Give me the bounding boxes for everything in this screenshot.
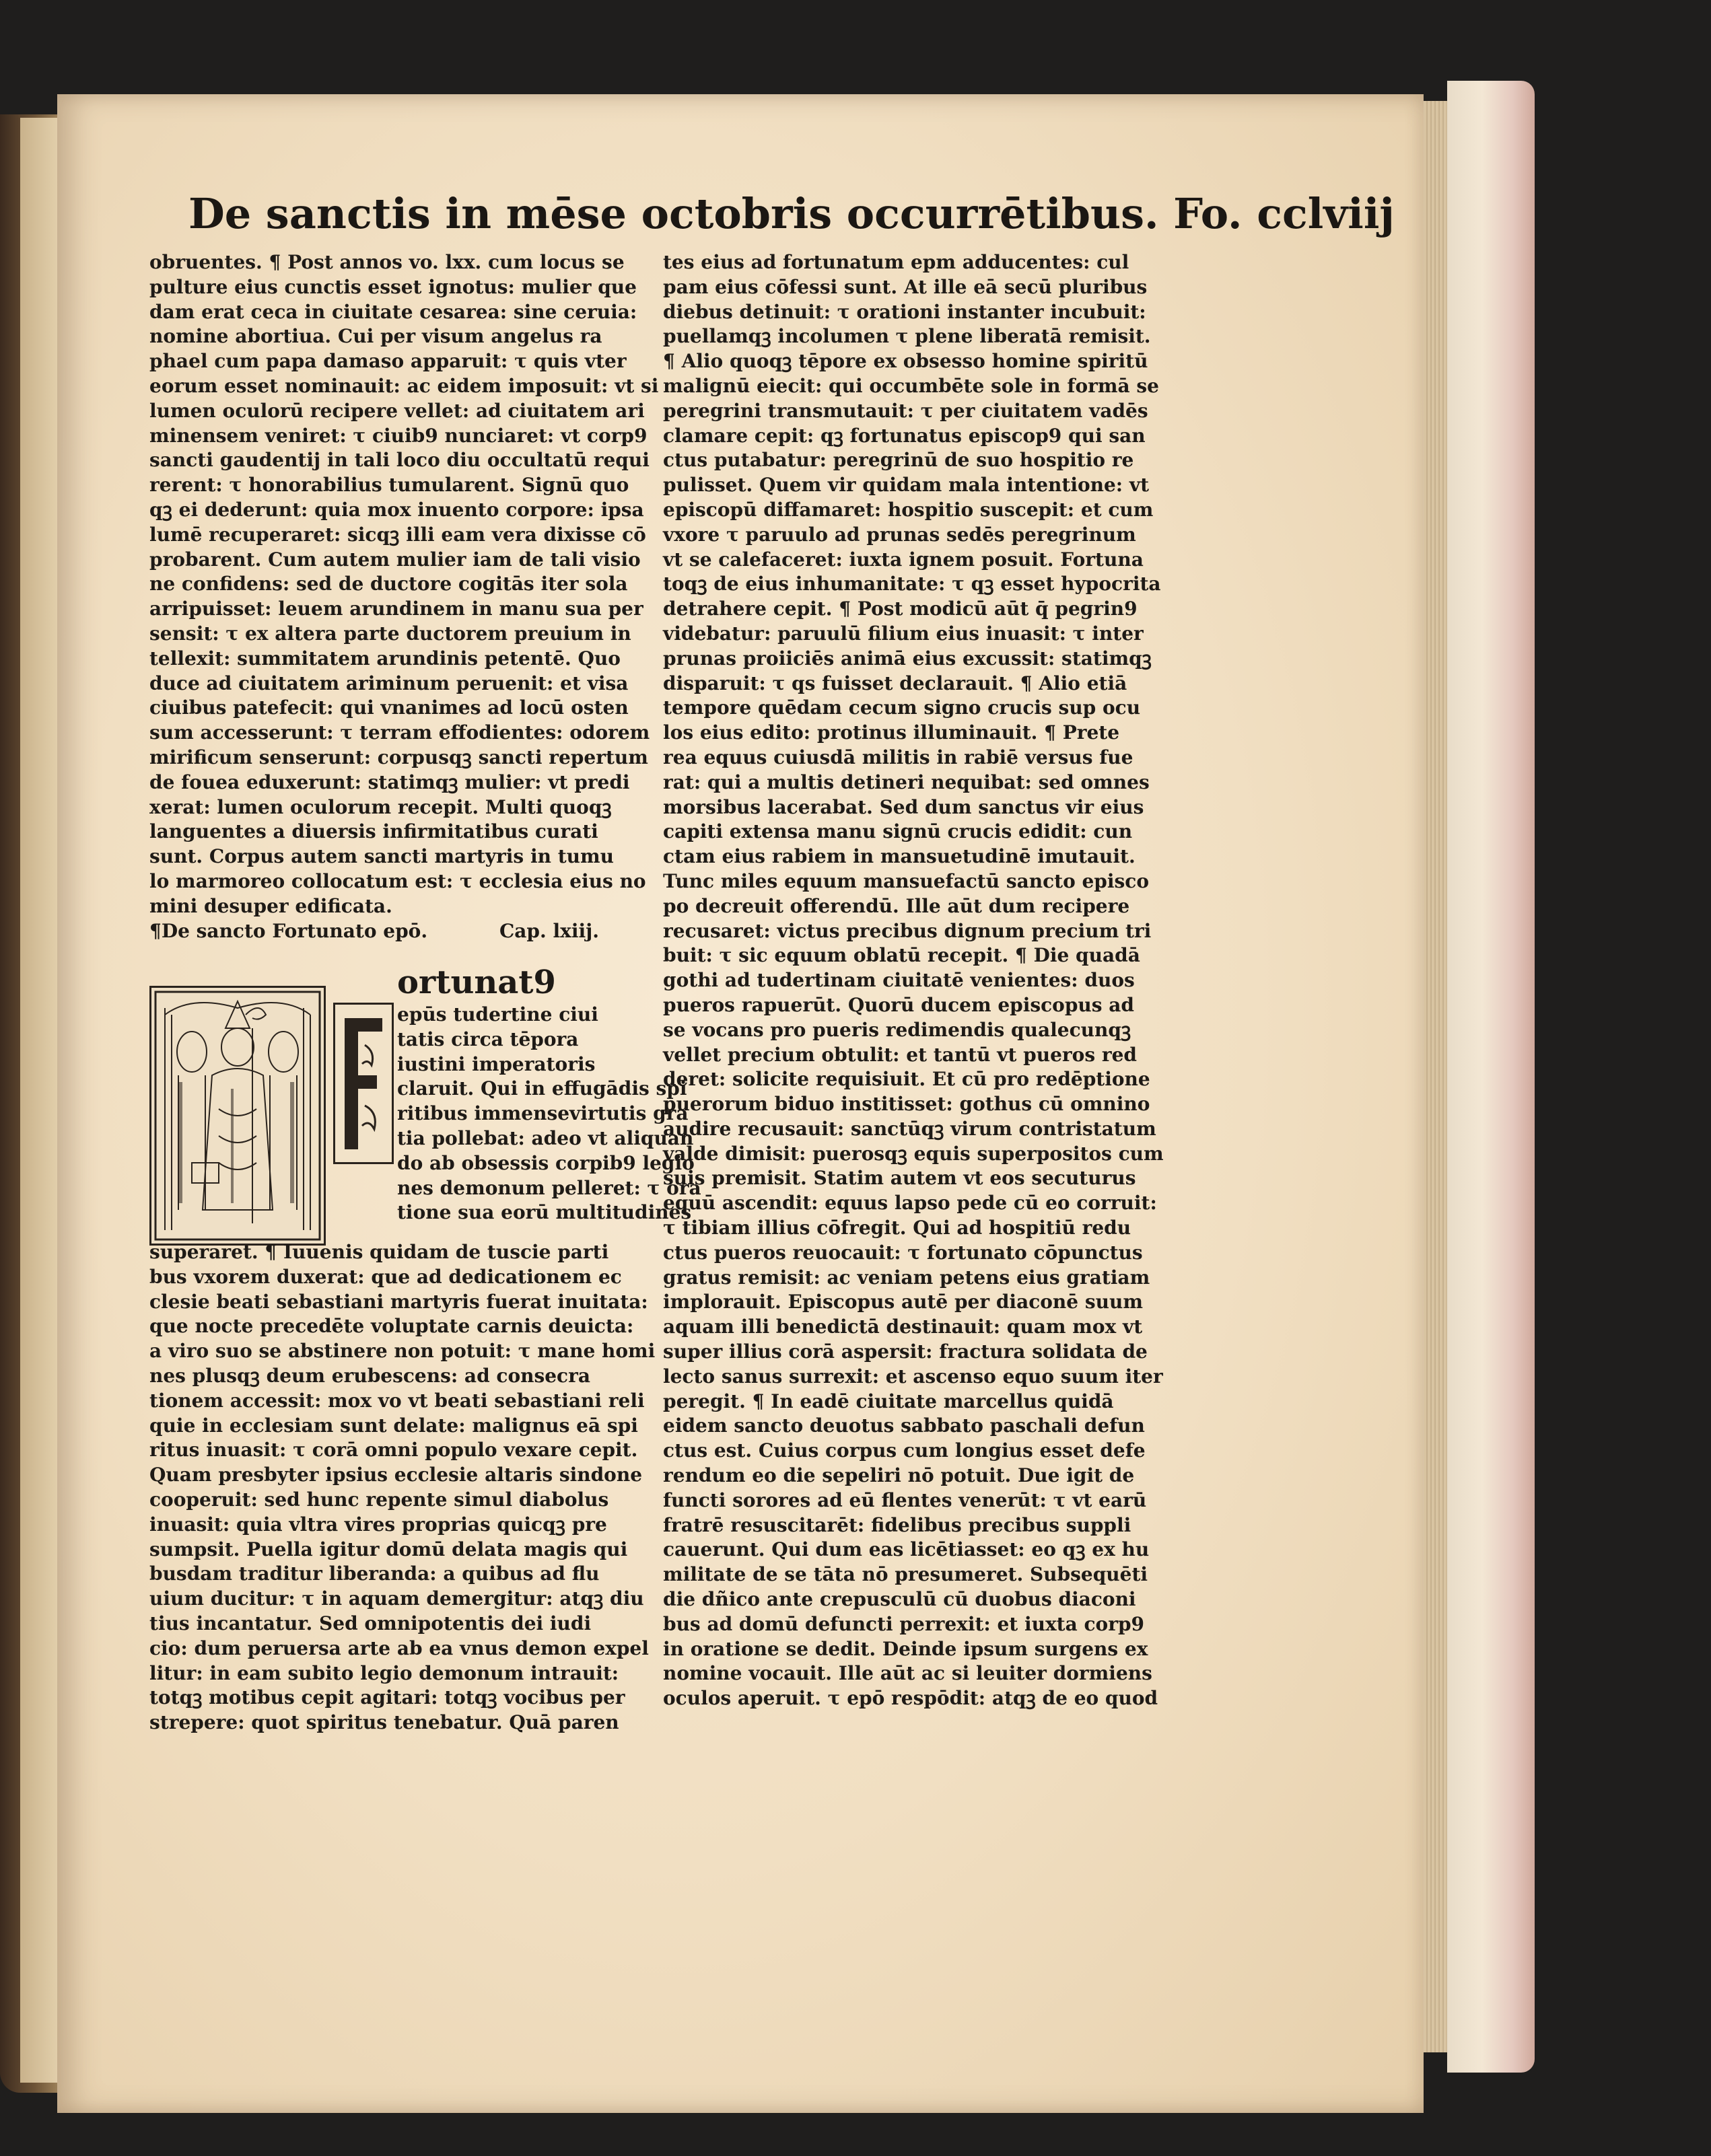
- text-line: obruentes. ¶ Post annos vo. lxx. cum locus se: [149, 251, 625, 273]
- text-line: gothi ad tudertinam ciuitatē venientes: duos: [663, 969, 1135, 992]
- text-line: phael cum papa damaso apparuit: τ quis vter: [149, 350, 627, 373]
- text-line: los eius edito: protinus illuminauit. ¶ Prete: [663, 721, 1120, 744]
- text-line: rendum eo die sepeliri nō potuit. Due igit de: [663, 1464, 1135, 1487]
- text-line: pulisset. Quem vir quidam mala intentione: vt: [663, 474, 1150, 497]
- text-line: sensit: τ ex altera parte ductorem preuium in: [149, 622, 631, 645]
- text-line: die dñico ante crepusculū cū duobus diaconi: [663, 1588, 1136, 1611]
- text-line: cauerunt. Qui dum eas licētiasset: eo qꝫ ex hu: [663, 1538, 1150, 1561]
- text-line: strepere: quot spiritus tenebatur. Quā paren: [149, 1711, 619, 1734]
- text-line: ctus est. Cuius corpus cum longius esset defe: [663, 1439, 1146, 1462]
- text-line: tione sua eorū multitudines: [397, 1201, 692, 1224]
- text-line: quie in ecclesiam sunt delate: malignus eā spi: [149, 1414, 638, 1437]
- text-line: que nocte precedēte voluptate carnis deuicta:: [149, 1315, 634, 1338]
- initial-letter-f: [333, 1003, 394, 1164]
- text-line: peregit. ¶ In eadē ciuitate marcellus quidā: [663, 1390, 1114, 1412]
- text-line: recusaret: victus precibus dignum precium tri: [663, 919, 1152, 942]
- text-line: ritus inuasit: τ corā omni populo vexare cepit.: [149, 1439, 638, 1462]
- woodcut-illustration: [149, 986, 326, 1246]
- chapter-title: ¶De sancto Fortunato epō.: [149, 919, 428, 942]
- text-line: pueros rapuerūt. Quorū ducem episcopus ad: [663, 993, 1135, 1016]
- text-line: peregrini transmutauit: τ per ciuitatem vadēs: [663, 399, 1148, 422]
- text-line: puellamqꝫ incolumen τ plene liberatā remisit.: [663, 325, 1151, 348]
- text-line: sumpsit. Puella igitur domū delata magis qui: [149, 1538, 628, 1560]
- text-line: diebus detinuit: τ orationi instanter incubuit:: [663, 300, 1146, 323]
- text-line: xerat: lumen oculorum recepit. Multi quoqꝫ: [149, 795, 612, 818]
- text-line: pulture eius cunctis esset ignotus: mulier que: [149, 275, 637, 298]
- text-line: tes eius ad fortunatum epm adducentes: cul: [663, 251, 1129, 273]
- text-line: nes demonum pelleret: τ ora: [397, 1176, 701, 1199]
- text-line: prunas proiiciēs animā eius excussit: statimqꝫ: [663, 647, 1152, 670]
- text-line: clamare cepit: qꝫ fortunatus episcop9 qui san: [663, 424, 1146, 447]
- text-line: inuasit: quia vltra vires proprias quicqꝫ pre: [149, 1513, 607, 1536]
- text-line: arripuisset: leuem arundinem in manu sua per: [149, 598, 643, 620]
- text-line: super illius corā aspersit: fractura solidata de: [663, 1340, 1148, 1363]
- text-line: de fouea eduxerunt: statimqꝫ mulier: vt predi: [149, 770, 630, 793]
- text-line: vellet precium obtulit: et tantū vt pueros red: [663, 1043, 1138, 1066]
- text-line: ciuibus patefecit: qui vnanimes ad locū osten: [149, 696, 629, 719]
- text-line: detrahere cepit. ¶ Post modicū aūt q̄ pegrin9: [663, 598, 1138, 620]
- text-line: videbatur: paruulū filium eius inuasit: τ inter: [663, 622, 1144, 645]
- text-line: lumen oculorū recipere vellet: ad ciuitatem ari: [149, 399, 645, 422]
- initial-heading: ortunat9: [397, 964, 556, 1001]
- text-line: ¶ Alio quoqꝫ tēpore ex obsesso homine spiritū: [663, 350, 1148, 373]
- text-line: qꝫ ei dederunt: quia mox inuento corpore: ipsa: [149, 498, 644, 521]
- text-line: bus ad domū defuncti perrexit: et iuxta corp9: [663, 1612, 1145, 1635]
- running-head: De sanctis in mēse octobris occurrētibus. Fo. cclviij: [188, 189, 1395, 238]
- text-line: probarent. Cum autem mulier iam de tali visio: [149, 548, 641, 571]
- text-line: nes plusqꝫ deum erubescens: ad consecra: [149, 1364, 590, 1387]
- text-line: toqꝫ de eius inhumanitate: τ qꝫ esset hypocrita: [663, 573, 1161, 596]
- text-line: ritibus immensevirtutis gra: [397, 1102, 689, 1125]
- text-line: litur: in eam subito legio demonum intrauit:: [149, 1661, 619, 1684]
- text-line: tia pollebat: adeo vt aliquan: [397, 1126, 694, 1149]
- text-line: ctus pueros reuocauit: τ fortunato cōpunctus: [663, 1241, 1143, 1264]
- text-line: tius incantatur. Sed omnipotentis dei iudi: [149, 1612, 592, 1634]
- text-line: lecto sanus surrexit: et ascenso equo suum iter: [663, 1365, 1163, 1388]
- text-line: mini desuper edificata.: [149, 894, 392, 917]
- text-line: militate de se tāta nō presumeret. Subsequēti: [663, 1563, 1148, 1586]
- text-line: mirificum senserunt: corpusqꝫ sancti repertum: [149, 746, 648, 768]
- text-line: languentes a diuersis infirmitatibus curati: [149, 820, 598, 843]
- text-line: sum accesserunt: τ terram effodientes: odorem: [149, 721, 650, 744]
- text-line: po decreuit offerendū. Ille aūt dum recipere: [663, 894, 1130, 917]
- text-line: cio: dum peruersa arte ab ea vnus demon expel: [149, 1637, 649, 1659]
- text-line: lo marmoreo collocatum est: τ ecclesia eius no: [149, 869, 646, 892]
- decorated-initial-icon: [335, 1005, 392, 1162]
- text-line: Tunc miles equum mansuefactū sancto episco: [663, 869, 1150, 892]
- text-line: cooperuit: sed hunc repente simul diabolus: [149, 1488, 609, 1511]
- text-line: capiti extensa manu signū crucis edidit: cun: [663, 820, 1133, 843]
- text-line: iustini imperatoris: [397, 1052, 596, 1075]
- text-line: audire recusauit: sanctūqꝫ virum contristatum: [663, 1117, 1156, 1140]
- text-line: suis premisit. Statim autem vt eos secuturus: [663, 1167, 1136, 1190]
- text-line: do ab obsessis corpib9 legio: [397, 1151, 695, 1174]
- text-line: superaret. ¶ Iuuenis quidam de tuscie parti: [149, 1241, 609, 1263]
- text-line: sunt. Corpus autem sancti martyris in tumu: [149, 845, 614, 868]
- left-column-top: [149, 250, 659, 943]
- text-line: fratrē resuscitarēt: fidelibus precibus suppli: [663, 1513, 1131, 1536]
- text-line: valde dimisit: puerosqꝫ equis superpositos cum: [663, 1142, 1164, 1165]
- text-line: vxore τ paruulo ad prunas sedēs peregrinum: [663, 523, 1136, 546]
- chapter-heading: [149, 919, 627, 944]
- text-line: tellexit: summitatem arundinis petentē. Quo: [149, 647, 621, 670]
- text-line: puerorum biduo institisset: gothus cū omnino: [663, 1093, 1150, 1116]
- right-column: [663, 250, 1164, 1736]
- text-line: functi sorores ad eū flentes venerūt: τ vt earū: [663, 1488, 1147, 1511]
- saint-fortunatus-woodcut-icon: [151, 988, 324, 1244]
- text-line: malignū eiecit: qui occumbēte sole in formā se: [663, 374, 1159, 397]
- text-line: gratus remisit: ac veniam petens eius gratiam: [663, 1266, 1150, 1289]
- text-line: in oratione se dedit. Deinde ipsum surgens ex: [663, 1637, 1148, 1660]
- text-line: claruit. Qui in effugādis spi: [397, 1077, 687, 1100]
- text-line: disparuit: τ qs fuisset declarauit. ¶ Alio etiā: [663, 672, 1127, 694]
- chapter-number: Cap. lxiij.: [499, 919, 599, 942]
- text-line: oculos aperuit. τ epō respōdit: atqꝫ de eo quod: [663, 1687, 1158, 1710]
- text-line: a viro suo se abstinere non potuit: τ mane homi: [149, 1340, 656, 1363]
- text-line: eidem sancto deuotus sabbato paschali defun: [663, 1414, 1145, 1437]
- text-line: totqꝫ motibus cepit agitari: totqꝫ vocibus per: [149, 1686, 625, 1709]
- text-line: morsibus lacerabat. Sed dum sanctus vir eius: [663, 795, 1144, 818]
- text-line: ctus putabatur: peregrinū de suo hospitio re: [663, 449, 1134, 472]
- text-line: [663, 1711, 1127, 1736]
- text-line: se vocans pro pueris redimendis qualecunqꝫ: [663, 1018, 1131, 1041]
- text-line: Quam presbyter ipsius ecclesie altaris sindone: [149, 1464, 643, 1486]
- text-line: buit: τ sic equum oblatū recepit. ¶ Die quadā: [663, 944, 1140, 967]
- text-line: clesie beati sebastiani martyris fuerat inuitata:: [149, 1290, 648, 1313]
- text-line: epūs tudertine ciui: [397, 1003, 598, 1026]
- text-line: dam erat ceca in ciuitate cesarea: sine ceruia:: [149, 300, 637, 323]
- text-line: nomine vocauit. Ille aūt ac si leuiter dormiens: [663, 1662, 1152, 1685]
- text-line: rerent: τ honorabilius tumularent. Signū quo: [149, 474, 629, 497]
- text-line: ne confidens: sed de ductore cogitās iter sola: [149, 573, 628, 596]
- text-line: pam eius cōfessi sunt. At ille eā secū pluribus: [663, 275, 1148, 298]
- text-line: bus vxorem duxerat: que ad dedicationem ec: [149, 1265, 622, 1288]
- text-line: tionem accessit: mox vo vt beati sebastiani reli: [149, 1389, 645, 1412]
- text-line: episcopū diffamaret: hospitio suscepit: et cum: [663, 498, 1154, 521]
- text-line: vt se calefaceret: iuxta ignem posuit. Fortuna: [663, 548, 1144, 571]
- text-line: tempore quēdam cecum signo crucis sup ocu: [663, 696, 1141, 719]
- text-line: eorum esset nominauit: ac eidem imposuit: vt si: [149, 374, 659, 397]
- text-line: rea equus cuiusdā militis in rabiē versus fue: [663, 746, 1133, 768]
- left-column-bottom: [149, 1240, 656, 1735]
- text-line: ctam eius rabiem in mansuetudinē imutauit.: [663, 845, 1136, 868]
- text-line: nomine abortiua. Cui per visum angelus ra: [149, 325, 602, 348]
- text-line: minensem veniret: τ ciuib9 nunciaret: vt corp9: [149, 424, 648, 447]
- initial-column: [397, 1003, 701, 1225]
- text-line: equū ascendit: equus lapso pede cū eo corruit:: [663, 1192, 1157, 1215]
- text-line: lumē recuperaret: sicqꝫ illi eam vera dixisse cō: [149, 523, 646, 546]
- book-cover-right: [1447, 81, 1535, 2073]
- text-line: aquam illi benedictā destinauit: quam mox vt: [663, 1316, 1143, 1338]
- text-line: implorauit. Episcopus autē per diaconē suum: [663, 1291, 1143, 1314]
- text-line: tatis circa tēpora: [397, 1028, 579, 1050]
- text-line: busdam traditur liberanda: a quibus ad flu: [149, 1562, 600, 1585]
- text-line: duce ad ciuitatem ariminum peruenit: et visa: [149, 672, 629, 694]
- text-line: sancti gaudentij in tali loco diu occultatū requi: [149, 449, 650, 472]
- text-line: uium ducitur: τ in aquam demergitur: atqꝫ diu: [149, 1587, 644, 1610]
- text-line: rat: qui a multis detineri nequibat: sed omnes: [663, 770, 1150, 793]
- text-line: τ tibiam illius cōfregit. Qui ad hospitiū redu: [663, 1217, 1131, 1239]
- text-line: deret: solicite requisiuit. Et cū pro redēptione: [663, 1068, 1150, 1091]
